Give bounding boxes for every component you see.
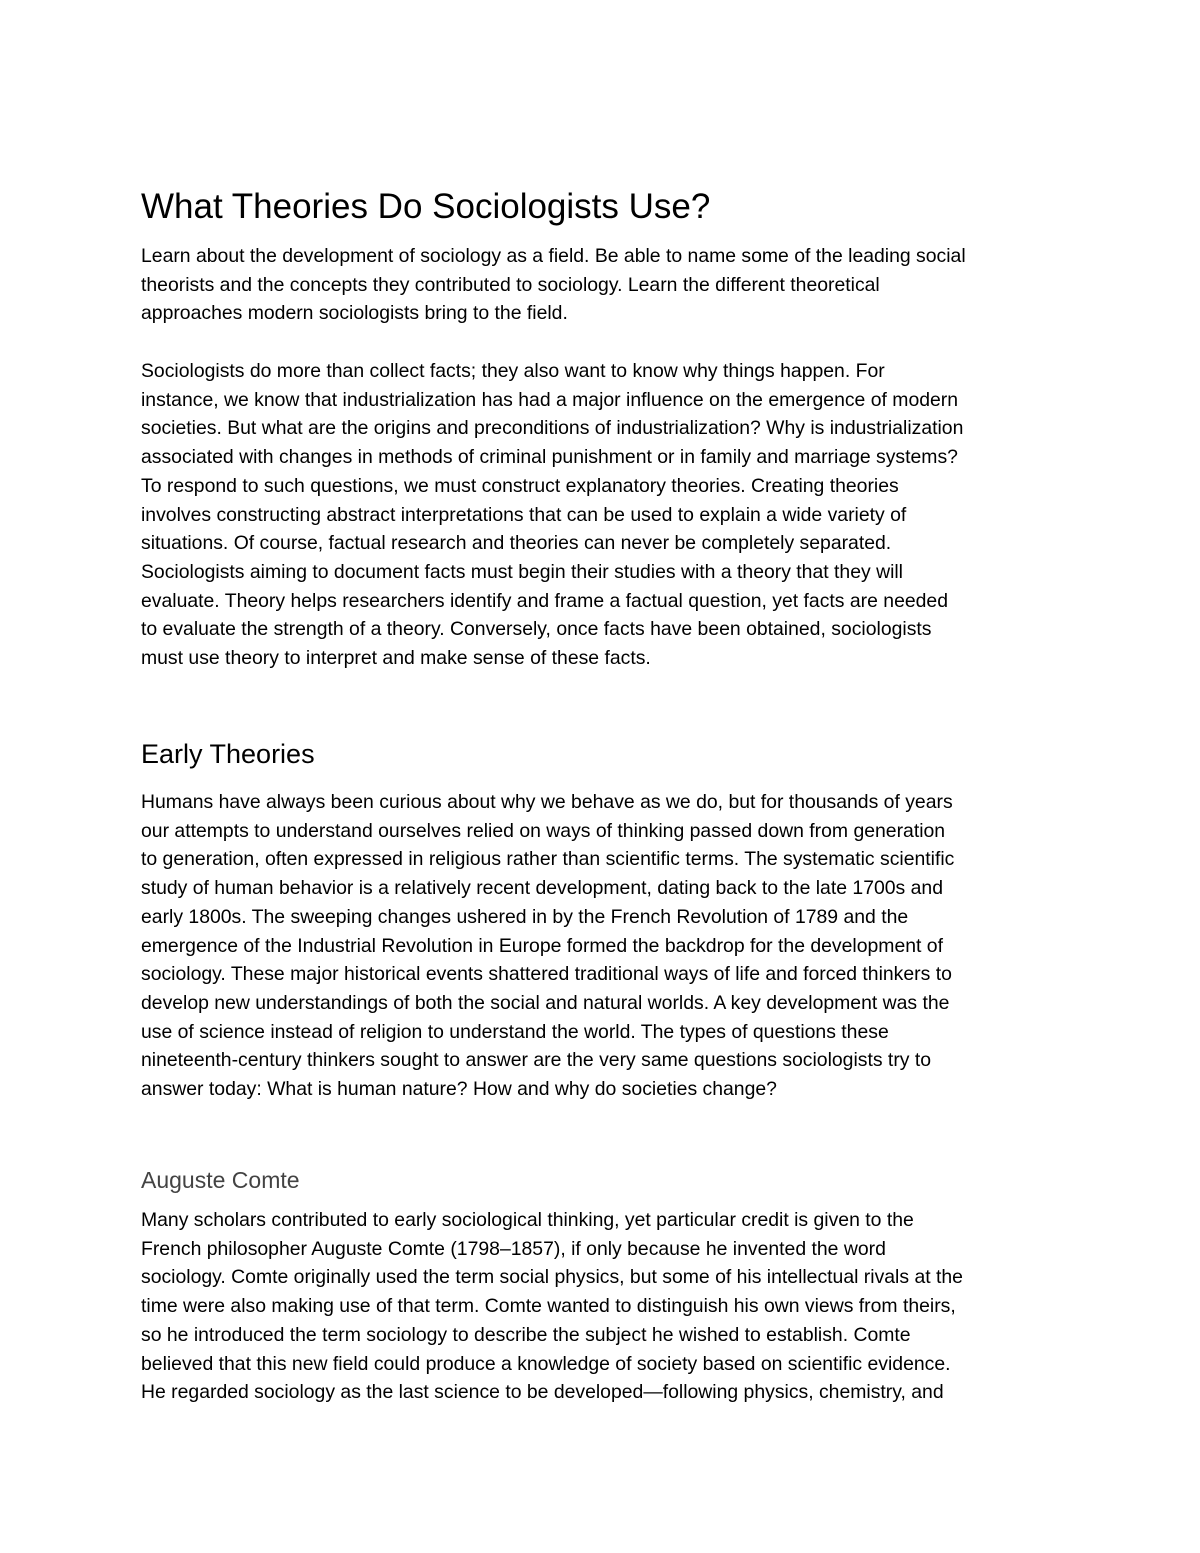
early-theories-paragraph (141, 788, 954, 1104)
text-line: time were also making use of that term. Comte wanted to distinguish his own views from theirs, (141, 1295, 956, 1318)
text-line: approaches modern sociologists bring to the field. (141, 302, 568, 325)
text-line: use of science instead of religion to understand the world. The types of questions these (141, 1020, 889, 1043)
text-line: instance, we know that industrialization has had a major influence on the emergence of modern (141, 388, 959, 411)
text-line: Many scholars contributed to early sociological thinking, yet particular credit is given to the (141, 1209, 914, 1231)
text-line: Learn about the development of sociology as a field. Be able to name some of the leading social (141, 245, 966, 267)
text-line: study of human behavior is a relatively recent development, dating back to the late 1700s and (141, 877, 943, 900)
text-line: To respond to such questions, we must construct explanatory theories. Creating theories (141, 474, 899, 497)
text-line: Humans have always been curious about why we behave as we do, but for thousands of years (141, 791, 953, 813)
text-line: He regarded sociology as the last science to be developed—following physics, chemistry, and (141, 1381, 944, 1404)
text-line: theorists and the concepts they contributed to sociology. Learn the different theoretical (141, 273, 880, 296)
text-line: French philosopher Auguste Comte (1798–1857), if only because he invented the word (141, 1237, 886, 1260)
text-line: must use theory to interpret and make sense of these facts. (141, 647, 651, 670)
text-line: nineteenth-century thinkers sought to answer are the very same questions sociologists try to (141, 1049, 932, 1072)
text-line: associated with changes in methods of criminal punishment or in family and marriage systems? (141, 446, 958, 469)
text-line: to generation, often expressed in religious rather than scientific terms. The systematic scientific (141, 848, 955, 871)
section-heading-auguste-comte: Auguste Comte (141, 1167, 300, 1193)
text-line: our attempts to understand ourselves relied on ways of thinking passed down from generation (141, 819, 946, 842)
text-line: evaluate. Theory helps researchers identify and frame a factual question, yet facts are needed (141, 589, 948, 612)
text-line: sociology. Comte originally used the term social physics, but some of his intellectual rivals at the (141, 1266, 963, 1289)
text-line: so he introduced the term sociology to describe the subject he wished to establish. Comte (141, 1323, 911, 1346)
section-heading-early-theories: Early Theories (141, 739, 315, 769)
text-line: situations. Of course, factual research and theories can never be completely separated. (141, 532, 892, 555)
text-line: answer today: What is human nature? How and why do societies change? (141, 1078, 777, 1101)
intro-paragraph (141, 242, 966, 328)
text-line: Sociologists aiming to document facts must begin their studies with a theory that they will (141, 560, 903, 583)
body-paragraph-1 (141, 357, 963, 673)
text-line: societies. But what are the origins and preconditions of industrialization? Why is industrialization (141, 417, 964, 440)
text-line: to evaluate the strength of a theory. Conversely, once facts have been obtained, sociologists (141, 618, 932, 641)
text-line: believed that this new field could produce a knowledge of society based on scientific evidence. (141, 1352, 951, 1375)
text-line: involves constructing abstract interpretations that can be used to explain a wide variety of (141, 503, 907, 526)
text-line: emergence of the Industrial Revolution in Europe formed the backdrop for the development of (141, 934, 943, 957)
text-line: develop new understandings of both the social and natural worlds. A key development was the (141, 991, 950, 1014)
auguste-comte-paragraph (141, 1206, 963, 1407)
text-line: early 1800s. The sweeping changes ushered in by the French Revolution of 1789 and the (141, 905, 909, 928)
text-line: Sociologists do more than collect facts; they also want to know why things happen. For (141, 360, 885, 382)
page-title: What Theories Do Sociologists Use? (141, 187, 711, 226)
text-line: sociology. These major historical events shattered traditional ways of life and forced thinkers to (141, 963, 952, 986)
